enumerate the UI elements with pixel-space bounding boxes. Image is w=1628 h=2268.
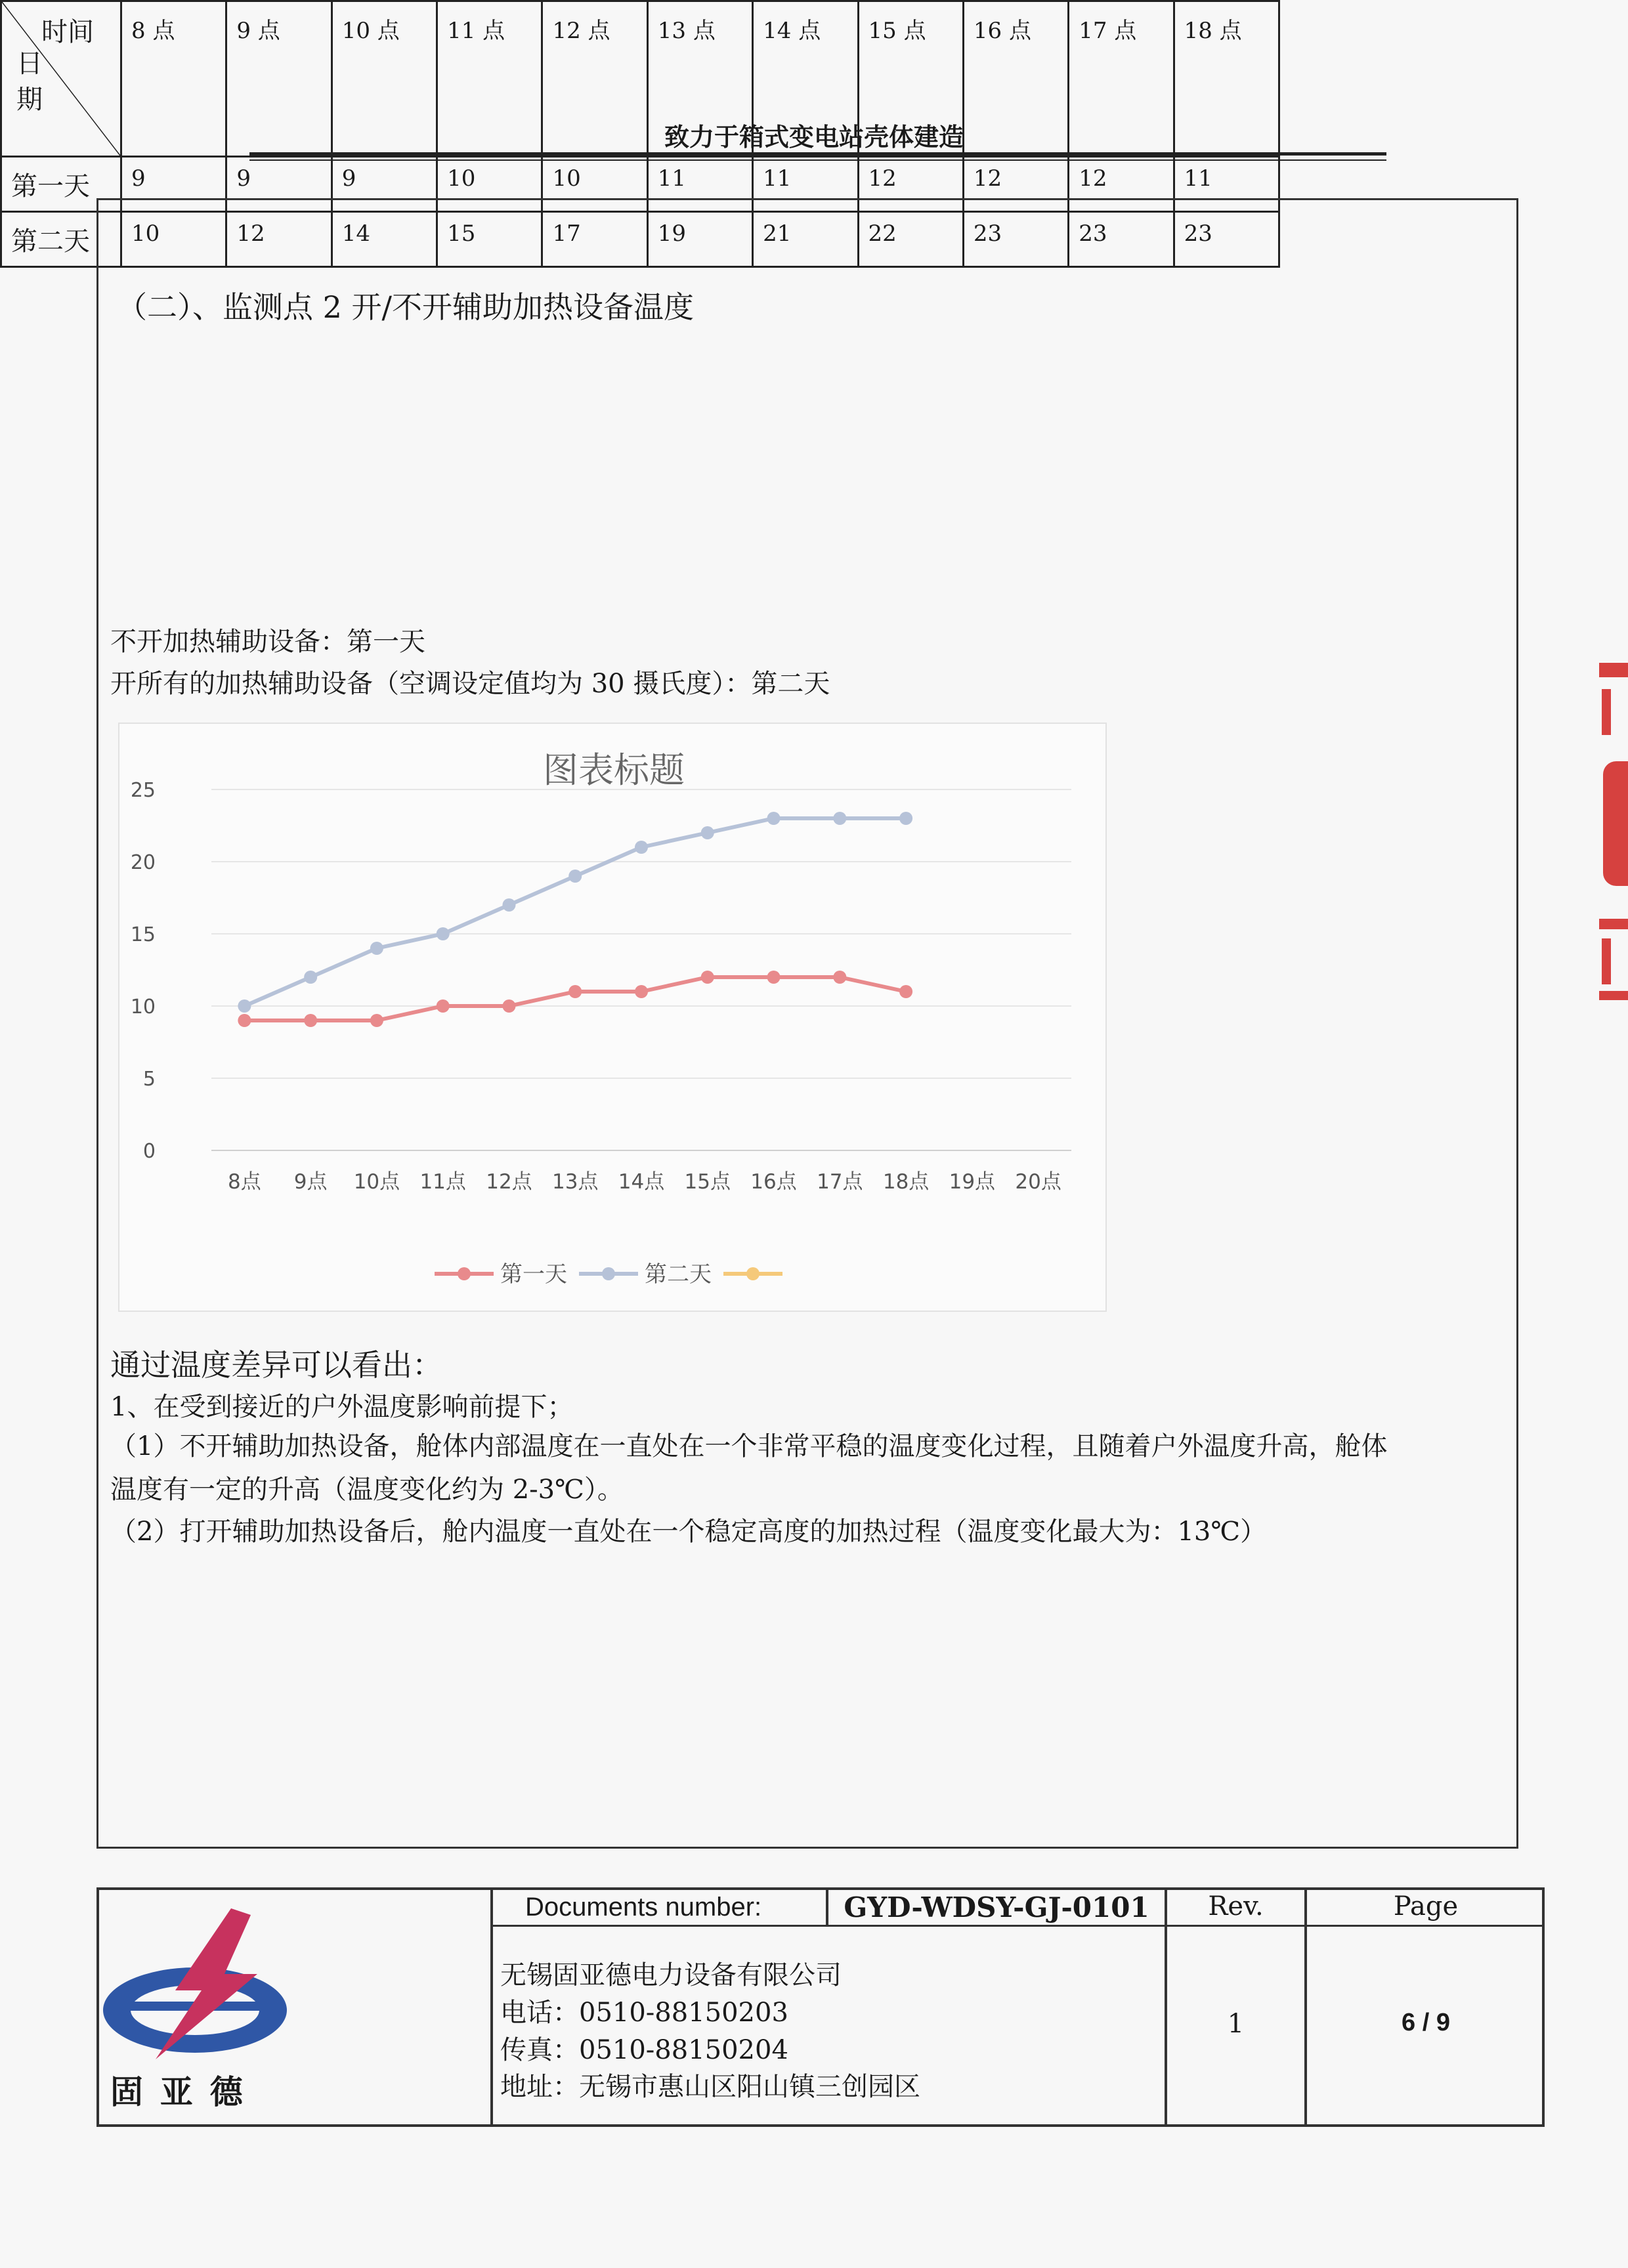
y-tick-label: 0 bbox=[142, 1140, 156, 1163]
x-tick-label: 20点 bbox=[1015, 1170, 1061, 1194]
footer-divider bbox=[1165, 1887, 1167, 2127]
y-tick-label: 20 bbox=[130, 851, 156, 874]
legend-marker bbox=[458, 1267, 471, 1280]
company-address: 地址：无锡市惠山区阳山镇三创园区 bbox=[500, 2072, 920, 2102]
table-cell: 12 bbox=[226, 212, 332, 267]
table-cell: 21 bbox=[753, 212, 858, 267]
seal-stamp-fragment bbox=[1599, 663, 1628, 1004]
data-point bbox=[701, 971, 714, 984]
corner-date-label: 日 bbox=[16, 49, 43, 79]
table-cell: 10 bbox=[542, 157, 647, 212]
row-label: 第二天 bbox=[1, 212, 121, 267]
x-tick-label: 9点 bbox=[293, 1170, 328, 1194]
footer-divider bbox=[490, 1925, 1545, 1927]
data-point bbox=[767, 812, 781, 825]
conclusion-paragraph: （2）打开辅助加热设备后，舱内温度一直处在一个稳定高度的加热过程（温度变化最大为：13℃） bbox=[110, 1517, 1267, 1547]
x-tick-label: 19点 bbox=[949, 1170, 996, 1194]
table-cell: 11 bbox=[753, 157, 858, 212]
corner-time-label: 时间 bbox=[41, 17, 94, 47]
table-cell: 9 bbox=[121, 157, 226, 212]
header-rule bbox=[249, 159, 1386, 161]
data-point bbox=[568, 870, 582, 883]
company-fax: 传真：0510-88150204 bbox=[500, 2035, 788, 2065]
column-header: 11 点 bbox=[437, 1, 542, 157]
data-point bbox=[370, 942, 383, 955]
x-tick-label: 14点 bbox=[618, 1170, 665, 1194]
page-value: 6 / 9 bbox=[1402, 2009, 1450, 2036]
column-header: 16 点 bbox=[963, 1, 1068, 157]
row-label: 第一天 bbox=[1, 157, 121, 212]
column-header: 13 点 bbox=[647, 1, 752, 157]
chart-title: 图表标题 bbox=[543, 749, 685, 791]
legend-label: 第一天 bbox=[500, 1261, 567, 1288]
column-header: 12 点 bbox=[542, 1, 647, 157]
table-cell: 10 bbox=[437, 157, 542, 212]
lightning-logo-icon bbox=[96, 1908, 392, 2066]
data-point bbox=[899, 812, 912, 825]
data-point bbox=[238, 1014, 251, 1027]
data-point bbox=[568, 985, 582, 998]
footer-divider bbox=[1304, 1887, 1307, 2127]
x-tick-label: 8点 bbox=[228, 1170, 261, 1194]
column-header: 14 点 bbox=[753, 1, 858, 157]
column-header: 15 点 bbox=[858, 1, 963, 157]
y-tick-label: 25 bbox=[130, 779, 156, 802]
x-tick-label: 11点 bbox=[419, 1170, 466, 1194]
company-phone: 电话：0510-88150203 bbox=[500, 1998, 788, 2028]
legend-marker bbox=[602, 1267, 615, 1280]
x-tick-label: 13点 bbox=[552, 1170, 599, 1194]
y-tick-label: 15 bbox=[130, 923, 156, 946]
x-tick-label: 12点 bbox=[486, 1170, 532, 1194]
data-point bbox=[767, 971, 781, 984]
table-cell: 11 bbox=[647, 157, 752, 212]
legend-marker bbox=[746, 1267, 760, 1280]
doc-number: GYD-WDSY-GJ-0101 bbox=[844, 1891, 1149, 1923]
table-cell: 9 bbox=[332, 157, 437, 212]
data-point bbox=[238, 999, 251, 1013]
column-header: 10 点 bbox=[332, 1, 437, 157]
conclusion-paragraph: 温度有一定的升高（温度变化约为 2-3℃）。 bbox=[110, 1475, 624, 1505]
data-point bbox=[635, 841, 648, 854]
table-cell: 19 bbox=[647, 212, 752, 267]
x-tick-label: 17点 bbox=[817, 1170, 863, 1194]
table-cell: 14 bbox=[332, 212, 437, 267]
page-header-title: 致力于箱式变电站壳体建造 bbox=[664, 122, 964, 152]
company-logo bbox=[96, 1908, 392, 2066]
table-cell: 22 bbox=[858, 212, 963, 267]
data-point bbox=[437, 927, 450, 940]
header-rule bbox=[249, 152, 1386, 156]
footer-divider bbox=[490, 1887, 493, 2127]
table-cell: 11 bbox=[1174, 157, 1279, 212]
x-tick-label: 15点 bbox=[684, 1170, 731, 1194]
data-point bbox=[502, 898, 515, 912]
data-point bbox=[437, 999, 450, 1013]
conclusion-paragraph: 1、在受到接近的户外温度影响前提下； bbox=[110, 1392, 574, 1422]
doc-number-label: Documents number: bbox=[525, 1893, 762, 1922]
data-point bbox=[304, 1014, 317, 1027]
column-header: 9 点 bbox=[226, 1, 332, 157]
note-line: 不开加热辅助设备：第一天 bbox=[110, 627, 425, 657]
logo-text: 固 亚 德 bbox=[110, 2074, 247, 2110]
section-heading: （二）、监测点 2 开/不开辅助加热设备温度 bbox=[117, 289, 695, 325]
company-name: 无锡固亚德电力设备有限公司 bbox=[500, 1960, 842, 1990]
line-chart bbox=[118, 723, 1107, 1312]
data-point bbox=[833, 812, 846, 825]
table-corner-cell bbox=[1, 1, 121, 157]
corner-date-label: 期 bbox=[16, 85, 43, 115]
series-line bbox=[244, 977, 906, 1020]
x-tick-label: 10点 bbox=[353, 1170, 400, 1194]
y-tick-label: 5 bbox=[142, 1068, 156, 1091]
table-cell: 23 bbox=[963, 212, 1068, 267]
chart-canvas bbox=[119, 724, 1108, 1313]
legend-label: 第二天 bbox=[645, 1261, 712, 1288]
column-header: 17 点 bbox=[1069, 1, 1174, 157]
page-label: Page bbox=[1393, 1891, 1459, 1922]
table-cell: 12 bbox=[1069, 157, 1174, 212]
table-cell: 10 bbox=[121, 212, 226, 267]
conclusion-heading: 通过温度差异可以看出： bbox=[110, 1347, 442, 1383]
rev-label: Rev. bbox=[1208, 1891, 1264, 1922]
column-header: 18 点 bbox=[1174, 1, 1279, 157]
y-tick-label: 10 bbox=[130, 996, 156, 1018]
table-cell: 17 bbox=[542, 212, 647, 267]
rev-value: 1 bbox=[1227, 2009, 1245, 2039]
data-point bbox=[370, 1014, 383, 1027]
conclusion-paragraph: （1）不开辅助加热设备，舱体内部温度在一直处在一个非常平稳的温度变化过程，且随着户外温度升高，舱体 bbox=[110, 1431, 1388, 1461]
table-cell: 23 bbox=[1069, 212, 1174, 267]
x-tick-label: 18点 bbox=[882, 1170, 930, 1194]
table-cell: 12 bbox=[963, 157, 1068, 212]
data-point bbox=[502, 999, 515, 1013]
data-point bbox=[701, 826, 714, 839]
data-point bbox=[833, 971, 846, 984]
data-point bbox=[899, 985, 912, 998]
table-cell: 15 bbox=[437, 212, 542, 267]
note-line: 开所有的加热辅助设备（空调设定值均为 30 摄氏度）：第二天 bbox=[110, 669, 830, 699]
table-cell: 23 bbox=[1174, 212, 1279, 267]
column-header: 8 点 bbox=[121, 1, 226, 157]
data-point bbox=[304, 971, 317, 984]
data-point bbox=[635, 985, 648, 998]
x-tick-label: 16点 bbox=[750, 1170, 797, 1194]
table-cell: 9 bbox=[226, 157, 332, 212]
table-cell: 12 bbox=[858, 157, 963, 212]
